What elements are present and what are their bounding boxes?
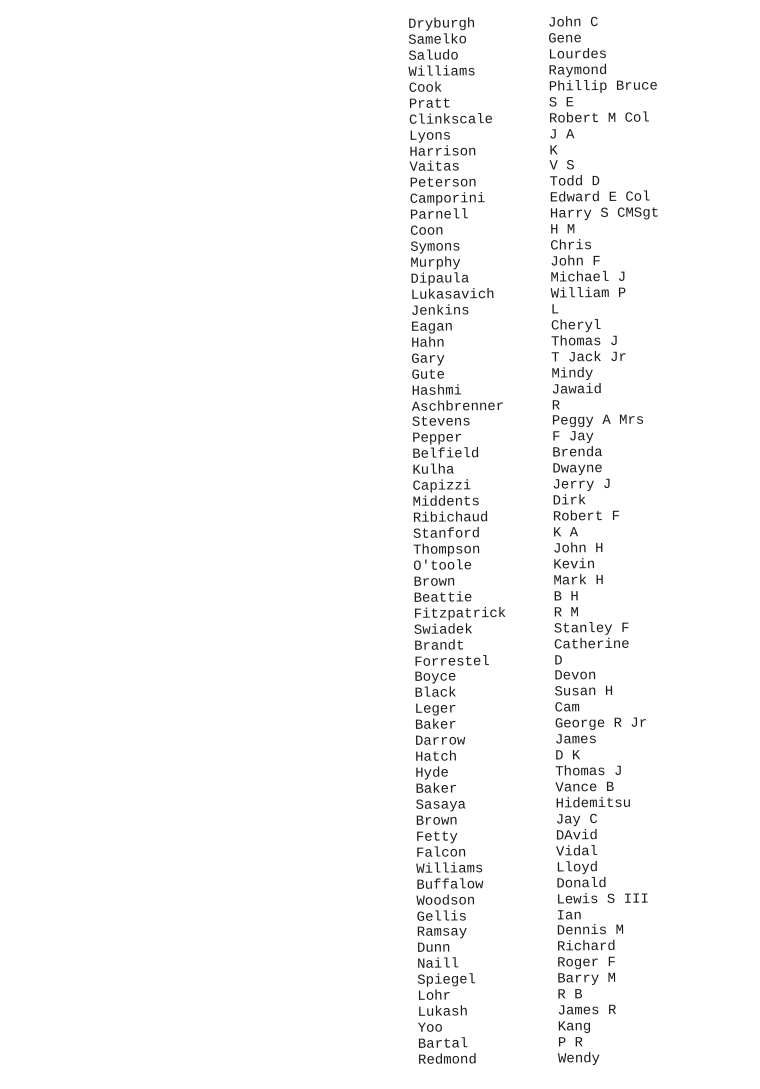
- last-name: Naill: [417, 956, 460, 974]
- last-name: Dryburgh: [407, 16, 476, 33]
- first-name: Susan H: [554, 684, 614, 701]
- first-name: B H: [553, 589, 579, 606]
- last-name: Beattie: [413, 590, 473, 607]
- last-name: Fetty: [415, 829, 458, 846]
- last-name: Gellis: [416, 908, 468, 926]
- last-name: Yoo: [417, 1020, 443, 1037]
- last-name: Belfield: [412, 446, 480, 464]
- last-name: Dunn: [416, 940, 451, 958]
- first-name: R M: [553, 604, 580, 622]
- last-name: Eagan: [410, 319, 454, 336]
- last-name: Clinkscale: [408, 111, 494, 129]
- first-name: Raymond: [548, 62, 608, 80]
- last-name: Coon: [409, 223, 444, 241]
- last-name: Dipaula: [410, 271, 470, 288]
- last-name: Aschbrenner: [411, 398, 505, 416]
- last-name: Thompson: [413, 542, 481, 559]
- first-name: K A: [552, 525, 579, 542]
- first-name: Harry S CMSgt: [549, 205, 660, 223]
- first-name: Mark H: [553, 572, 604, 590]
- first-name: Kang: [557, 1019, 592, 1036]
- last-name: Sasaya: [415, 797, 467, 814]
- last-name: Swiadek: [413, 621, 473, 639]
- first-name: Jay C: [555, 811, 598, 829]
- last-name: Spiegel: [417, 972, 477, 990]
- first-name: Cam: [554, 700, 580, 717]
- last-name: Woodson: [416, 892, 476, 910]
- first-name: William P: [550, 285, 627, 303]
- last-name: Middents: [412, 494, 480, 511]
- first-name: Stanley F: [553, 620, 630, 638]
- last-name: Bartal: [417, 1036, 469, 1053]
- last-name: Stevens: [411, 414, 471, 432]
- last-name: Buffalow: [416, 876, 484, 894]
- first-name: James R: [557, 1003, 617, 1020]
- first-name: John F: [550, 254, 601, 271]
- last-name: Baker: [415, 781, 458, 798]
- last-name: Lukash: [417, 1004, 469, 1021]
- last-name: Lohr: [417, 988, 452, 1006]
- first-name: Chris: [550, 238, 593, 255]
- last-name: Williams: [416, 860, 484, 878]
- first-name: Vidal: [555, 843, 599, 861]
- last-name: Harrison: [409, 143, 477, 161]
- last-name: Capizzi: [412, 478, 472, 496]
- first-name: Lloyd: [556, 859, 599, 877]
- first-name: Richard: [556, 939, 616, 956]
- first-name: George R Jr: [554, 715, 648, 733]
- first-name: Lewis S III: [556, 891, 649, 909]
- first-name: S E: [548, 94, 575, 112]
- first-name: Dirk: [552, 493, 587, 510]
- first-name: Wendy: [557, 1051, 601, 1068]
- last-name: Camporini: [409, 191, 486, 209]
- last-name: Williams: [408, 64, 476, 81]
- last-name: Baker: [414, 717, 457, 735]
- first-name: Todd D: [549, 174, 601, 191]
- last-name: Brandt: [413, 637, 465, 655]
- first-name: D K: [555, 748, 581, 765]
- first-name: Mindy: [551, 365, 594, 383]
- last-name: Symons: [410, 239, 461, 256]
- last-name: Pratt: [408, 96, 451, 113]
- last-name: Parnell: [409, 207, 469, 225]
- first-name: DAvid: [555, 827, 598, 845]
- last-name: Redmond: [417, 1052, 477, 1069]
- first-name: Barry M: [557, 971, 617, 988]
- first-name: Phillip Bruce: [548, 78, 658, 96]
- first-name: Robert F: [552, 508, 621, 526]
- first-name: H M: [549, 222, 576, 239]
- last-name: Peterson: [409, 175, 477, 193]
- first-name: Brenda: [552, 445, 603, 462]
- first-name: Gene: [548, 31, 582, 48]
- last-name: Ribichaud: [412, 510, 489, 527]
- last-name: Jenkins: [410, 303, 470, 320]
- first-name: K: [549, 142, 558, 160]
- first-name: Jerry J: [552, 477, 612, 494]
- last-name: Hashmi: [411, 382, 463, 400]
- last-name: Boyce: [414, 669, 457, 687]
- last-name: O'toole: [413, 558, 473, 575]
- first-name: Jawaid: [551, 381, 603, 399]
- first-name: Edward E Col: [549, 189, 651, 207]
- last-name: Forrestel: [414, 653, 490, 671]
- first-name: Thomas J: [555, 763, 623, 781]
- first-name: James: [554, 732, 598, 749]
- first-name: Cheryl: [550, 317, 602, 335]
- name-row: [406, 1051, 706, 1070]
- first-name: Thomas J: [551, 333, 619, 351]
- first-name: L: [550, 302, 560, 319]
- first-name: R B: [557, 987, 583, 1004]
- first-name: V S: [549, 158, 575, 175]
- first-name: Kevin: [553, 556, 596, 574]
- first-name: John C: [547, 15, 599, 32]
- last-name: Falcon: [415, 845, 467, 862]
- first-name: Michael J: [550, 269, 627, 287]
- last-name: Hatch: [415, 749, 458, 766]
- last-name: Brown: [413, 574, 456, 591]
- last-name: Gary: [411, 351, 445, 368]
- last-name: Brown: [415, 813, 458, 830]
- last-name: Saludo: [408, 48, 459, 65]
- first-name: P R: [557, 1035, 584, 1052]
- first-name: Lourdes: [548, 46, 608, 64]
- last-name: Hyde: [415, 765, 449, 782]
- first-name: Dennis M: [556, 923, 625, 940]
- last-name: Pepper: [411, 430, 463, 448]
- first-name: Robert M Col: [548, 110, 650, 128]
- last-name: Samelko: [408, 32, 468, 49]
- first-name: D: [554, 652, 563, 670]
- last-name: Stanford: [412, 526, 481, 543]
- first-name: Vance B: [555, 779, 615, 797]
- last-name: Lukasavich: [410, 287, 495, 304]
- last-name: Darrow: [414, 733, 466, 751]
- first-name: Donald: [556, 875, 607, 893]
- last-name: Leger: [414, 701, 457, 719]
- first-name: F Jay: [551, 429, 595, 446]
- last-name: Gute: [411, 367, 446, 384]
- last-name: Vaitas: [409, 159, 460, 177]
- first-name: Ian: [556, 907, 582, 924]
- first-name: Catherine: [553, 636, 630, 654]
- first-name: Dwayne: [552, 461, 603, 478]
- first-name: T Jack Jr: [551, 349, 627, 367]
- first-name: J A: [549, 126, 575, 144]
- last-name: Ramsay: [416, 924, 468, 942]
- name-list: [396, 15, 706, 1070]
- last-name: Murphy: [410, 255, 461, 272]
- last-name: Hahn: [411, 335, 445, 352]
- last-name: Black: [414, 685, 457, 703]
- last-name: Fitzpatrick: [413, 605, 507, 623]
- first-name: R: [551, 397, 561, 415]
- first-name: John H: [553, 540, 604, 558]
- last-name: Lyons: [409, 128, 452, 145]
- first-name: Peggy A Mrs: [551, 413, 645, 430]
- first-name: Roger F: [557, 955, 616, 972]
- last-name: Cook: [408, 80, 443, 97]
- first-name: Devon: [554, 668, 597, 685]
- first-name: Hidemitsu: [555, 795, 632, 813]
- last-name: Kulha: [412, 462, 455, 480]
